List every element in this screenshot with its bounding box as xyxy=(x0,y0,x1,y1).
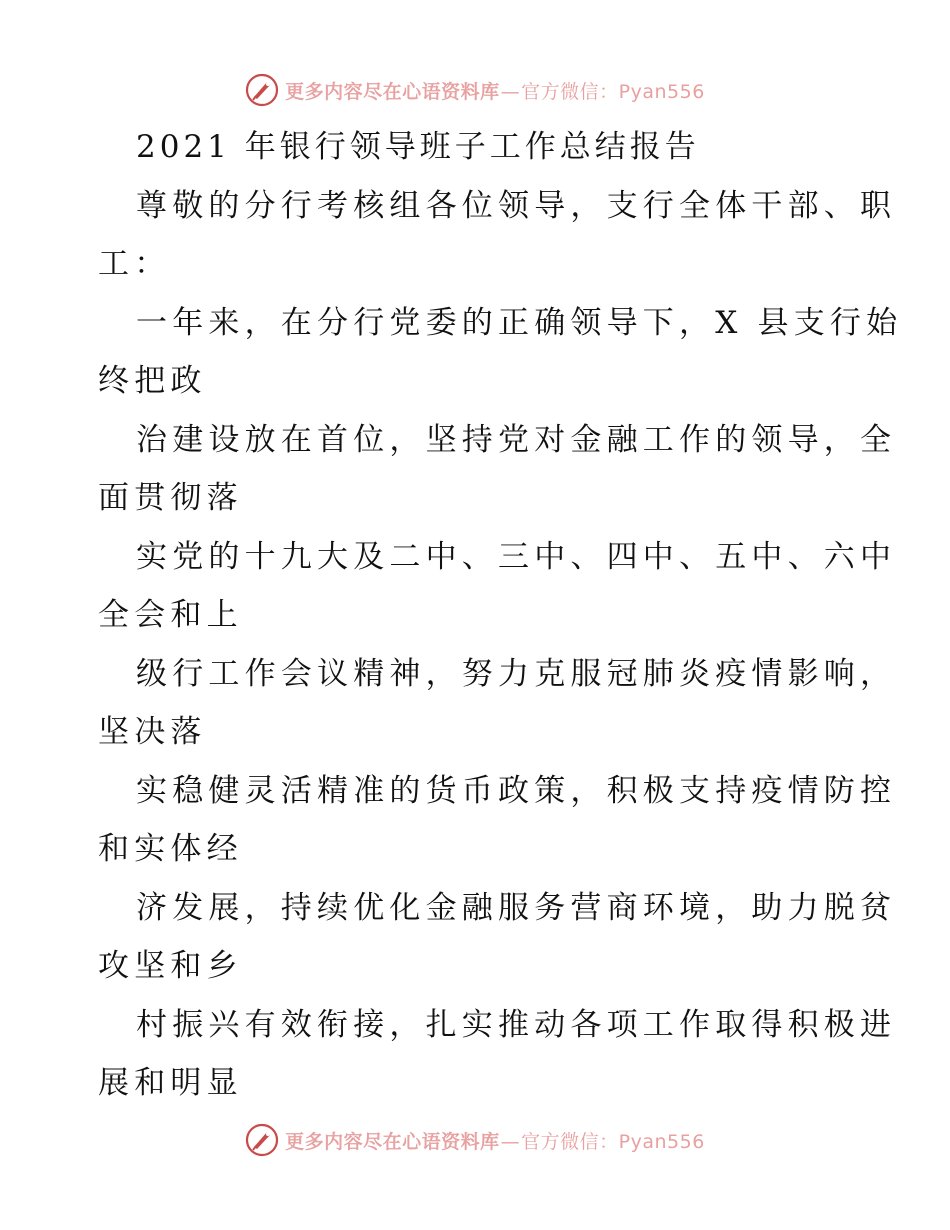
watermark-wechat: 官方微信：Pyan556 xyxy=(521,80,705,103)
watermark-text xyxy=(285,77,705,104)
body-line: 和实体经 xyxy=(98,831,243,867)
body-line: 全会和上 xyxy=(98,597,243,633)
watermark-separator: — xyxy=(500,1130,521,1153)
body-line: 坚决落 xyxy=(98,714,207,750)
body-line: 治建设放在首位，坚持党对金融工作的领导，全 xyxy=(136,421,897,458)
body-line: 攻坚和乡 xyxy=(98,948,243,984)
watermark-text xyxy=(285,1127,705,1154)
body-line: 实稳健灵活精准的货币政策，积极支持疫情防控 xyxy=(136,772,897,809)
body-line: 终把政 xyxy=(98,363,207,399)
body-line: 展和明显 xyxy=(98,1065,243,1101)
watermark-brand: 更多内容尽在心语资料库 xyxy=(285,1130,500,1153)
body-line: 村振兴有效衔接，扎实推动各项工作取得积极进 xyxy=(136,1006,897,1043)
watermark-separator: — xyxy=(500,80,521,103)
body-line: 一年来，在分行党委的正确领导下，X 县支行始 xyxy=(136,304,903,341)
body-line: 面贯彻落 xyxy=(98,480,243,516)
body-line: 济发展，持续优化金融服务营商环境，助力脱贫 xyxy=(136,889,897,926)
document-body xyxy=(98,118,903,1113)
watermark-wechat: 官方微信：Pyan556 xyxy=(521,1130,705,1153)
quill-seal-icon xyxy=(245,73,279,107)
footer-watermark xyxy=(0,1120,950,1160)
document-title: 2021 年银行领导班子工作总结报告 xyxy=(136,129,700,165)
body-line: 级行工作会议精神，努力克服冠肺炎疫情影响， xyxy=(136,655,897,692)
header-watermark xyxy=(0,70,950,110)
quill-seal-icon xyxy=(245,1123,279,1157)
body-line: 尊敬的分行考核组各位领导，支行全体干部、职 xyxy=(136,187,897,224)
body-line: 实党的十九大及二中、三中、四中、五中、六中 xyxy=(136,538,897,575)
body-line: 工： xyxy=(98,246,171,282)
watermark-brand: 更多内容尽在心语资料库 xyxy=(285,80,500,103)
